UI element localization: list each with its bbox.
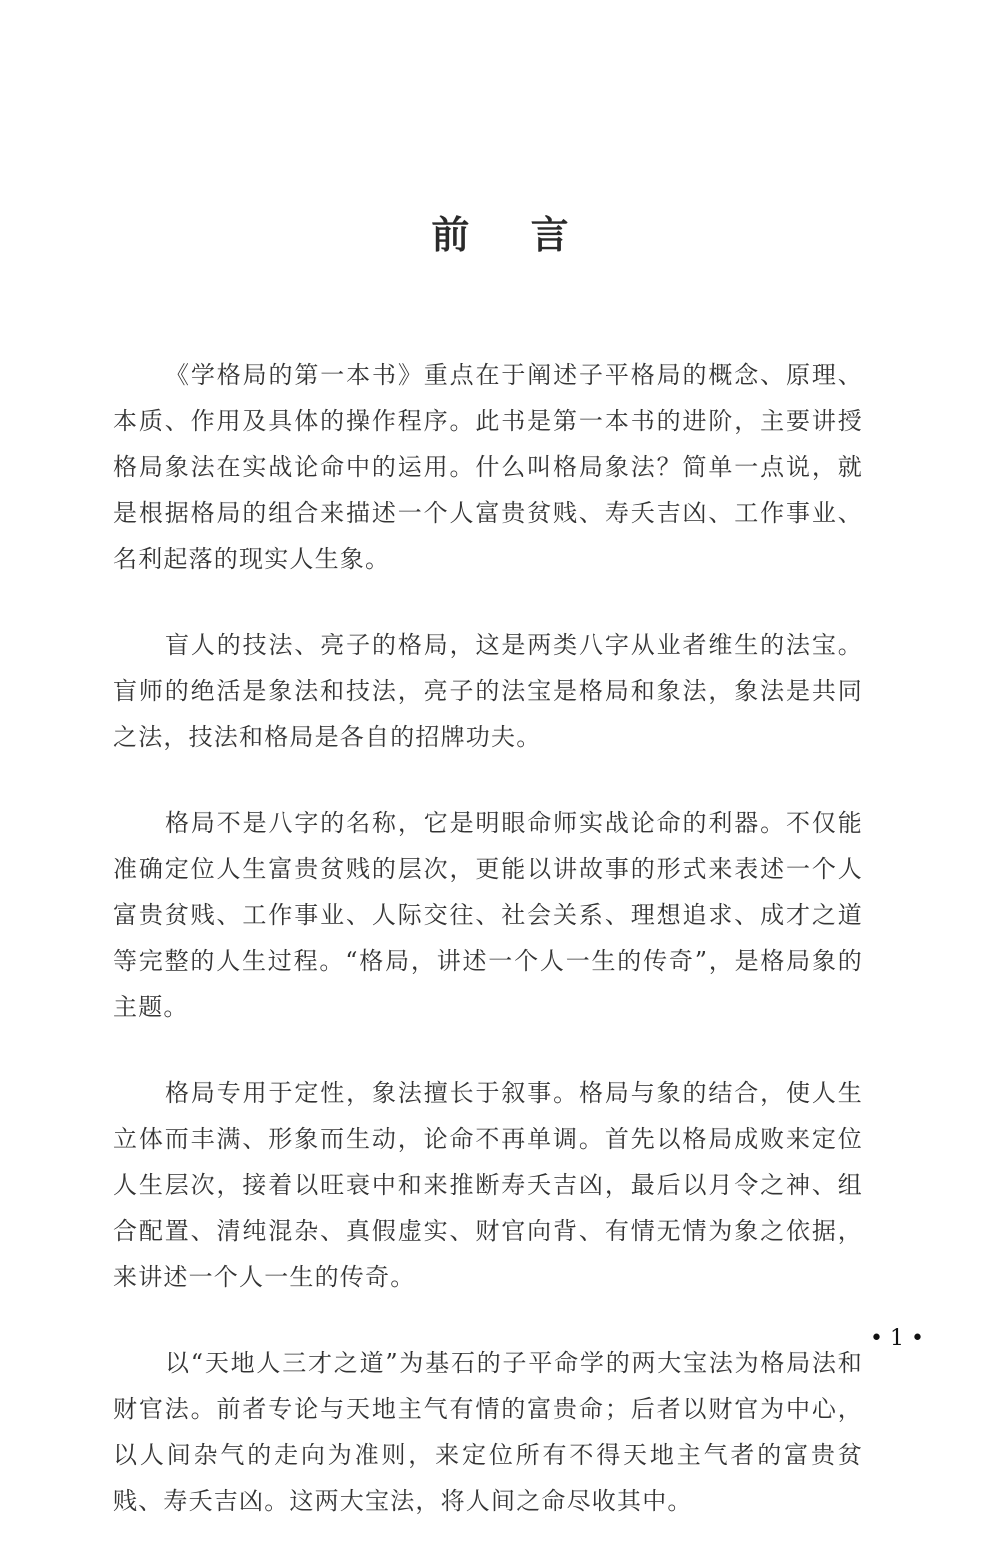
paragraph: 格局不是八字的名称，它是明眼命师实战论命的利器。不仅能准确定位人生富贵贫贱的层次，更能以讲故事的形式来表述一个人富贵贫贱、工作事业、人际交往、社会关系、理想追求、成才之道等完整的人生过程。“格局，讲述一个人一生的传奇”，是格局象的主题。 bbox=[113, 809, 863, 1021]
paragraph: 格局专用于定性，象法擅长于叙事。格局与象的结合，使人生立体而丰满、形象而生动，论命不再单调。首先以格局成败来定位人生层次，接着以旺衰中和来推断寿夭吉凶，最后以月令之神、组合配置、清纯混杂、真假虚实、财官向背、有情无情为象之依据，来讲述一个人一生的传奇。 bbox=[113, 1079, 863, 1291]
page-title: 前 言 bbox=[431, 212, 593, 257]
body-text bbox=[113, 352, 863, 1564]
paragraph: 盲人的技法、亮子的格局，这是两类八字从业者维生的法宝。盲师的绝活是象法和技法，亮子的法宝是格局和象法，象法是共同之法，技法和格局是各自的招牌功夫。 bbox=[113, 631, 863, 751]
paragraph: 以“天地人三才之道”为基石的子平命学的两大宝法为格局法和财官法。前者专论与天地主气有情的富贵命；后者以财官为中心，以人间杂气的走向为准则，来定位所有不得天地主气者的富贵贫贱、寿夭吉凶。这两大宝法，将人间之命尽收其中。 bbox=[113, 1349, 863, 1515]
paragraph: 《学格局的第一本书》重点在于阐述子平格局的概念、原理、本质、作用及具体的操作程序。此书是第一本书的进阶，主要讲授格局象法在实战论命中的运用。什么叫格局象法？简单一点说，就是根据格局的组合来描述一个人富贵贫贱、寿夭吉凶、工作事业、名利起落的现实人生象。 bbox=[113, 361, 863, 573]
page-number: • 1 • bbox=[870, 1326, 924, 1351]
